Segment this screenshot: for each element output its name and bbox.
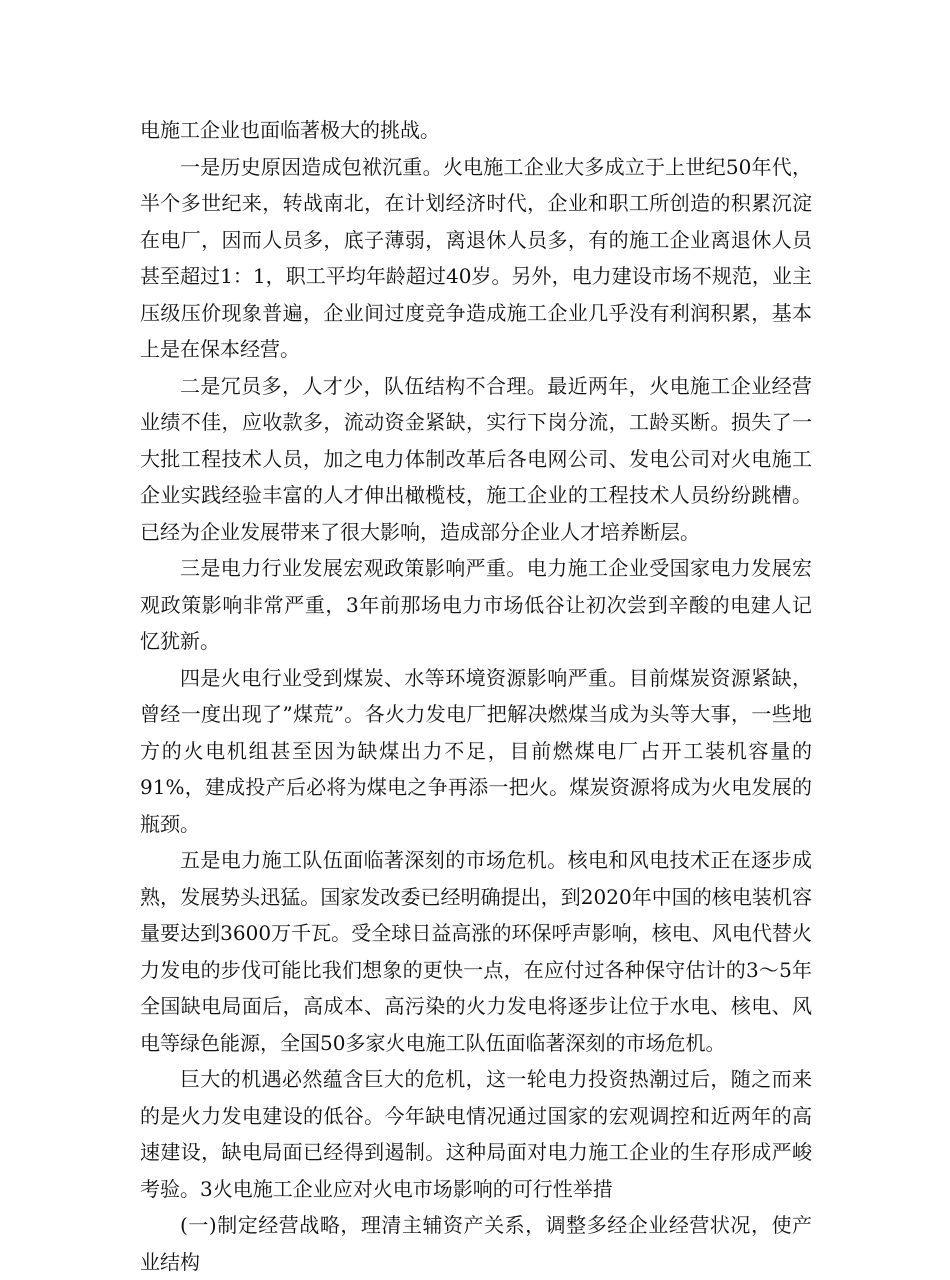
paragraph-resources: 四是火电行业受到煤炭、水等环境资源影响严重。目前煤炭资源紧缺，曾经一度出现了”煤荒”。各火力发电厂把解决燃煤当成为头等大事，一些地方的火电机组甚至因为缺煤出力不足，目前燃煤电厂占开工装机容量的91%，建成投产后必将为煤电之争再添一把火。煤炭资源将成为火电发展的瓶颈。	[140, 665, 812, 836]
paragraph-staffing: 二是冗员多，人才少，队伍结构不合理。最近两年，火电施工企业经营业绩不佳，应收款多，流动资金紧缺，实行下岗分流，工龄买断。损失了一大批工程技术人员，加之电力体制改革后各电网公司、发电公司对火电施工企业实践经验丰富的人才伸出橄榄枝，施工企业的工程技术人员纷纷跳槽。已经为企业发展带来了很大影响，造成部分企业人才培养断层。	[140, 373, 812, 544]
paragraph-policy: 三是电力行业发展宏观政策影响严重。电力施工企业受国家电力发展宏观政策影响非常严重，3年前那场电力市场低谷让初次尝到辛酸的电建人记忆犹新。	[140, 556, 812, 653]
document-body	[140, 112, 812, 1280]
paragraph-market-crisis: 五是电力施工队伍面临著深刻的市场危机。核电和风电技术正在逐步成熟，发展势头迅猛。国家发改委已经明确提出，到2020年中国的核电装机容量要达到3600万千瓦。受全球日益高涨的环保呼声影响，核电、风电代替火力发电的步伐可能比我们想象的更快一点，在应付过各种保守估计的3～5年全国缺电局面后，高成本、高污染的火力发电将逐步让位于水电、核电、风电等绿色能源，全国50多家火电施工队伍面临著深刻的市场危机。	[140, 848, 812, 1055]
paragraph-opportunity-crisis: 巨大的机遇必然蕴含巨大的危机，这一轮电力投资热潮过后，随之而来的是火力发电建设的低谷。今年缺电情况通过国家的宏观调控和近两年的高速建设，缺电局面已经得到遏制。这种局面对电力施工企业的生存形成严峻考验。3火电施工企业应对火电市场影响的可行性举措	[140, 1067, 812, 1201]
paragraph-history-burden: 一是历史原因造成包袱沉重。火电施工企业大多成立于上世纪50年代，半个多世纪来，转战南北，在计划经济时代，企业和职工所创造的积累沉淀在电厂，因而人员多，底子薄弱，离退休人员多，有的施工企业离退休人员甚至超过1：1，职工平均年龄超过40岁。另外，电力建设市场不规范，业主压级压价现象普遍，企业间过度竞争造成施工企业几乎没有利润积累，基本上是在保本经营。	[140, 154, 812, 361]
paragraph-strategy: (一)制定经营战略，理清主辅资产关系，调整多经企业经营状况，使产业结构	[140, 1213, 812, 1274]
paragraph-continuation: 电施工企业也面临著极大的挑战。	[140, 118, 440, 142]
